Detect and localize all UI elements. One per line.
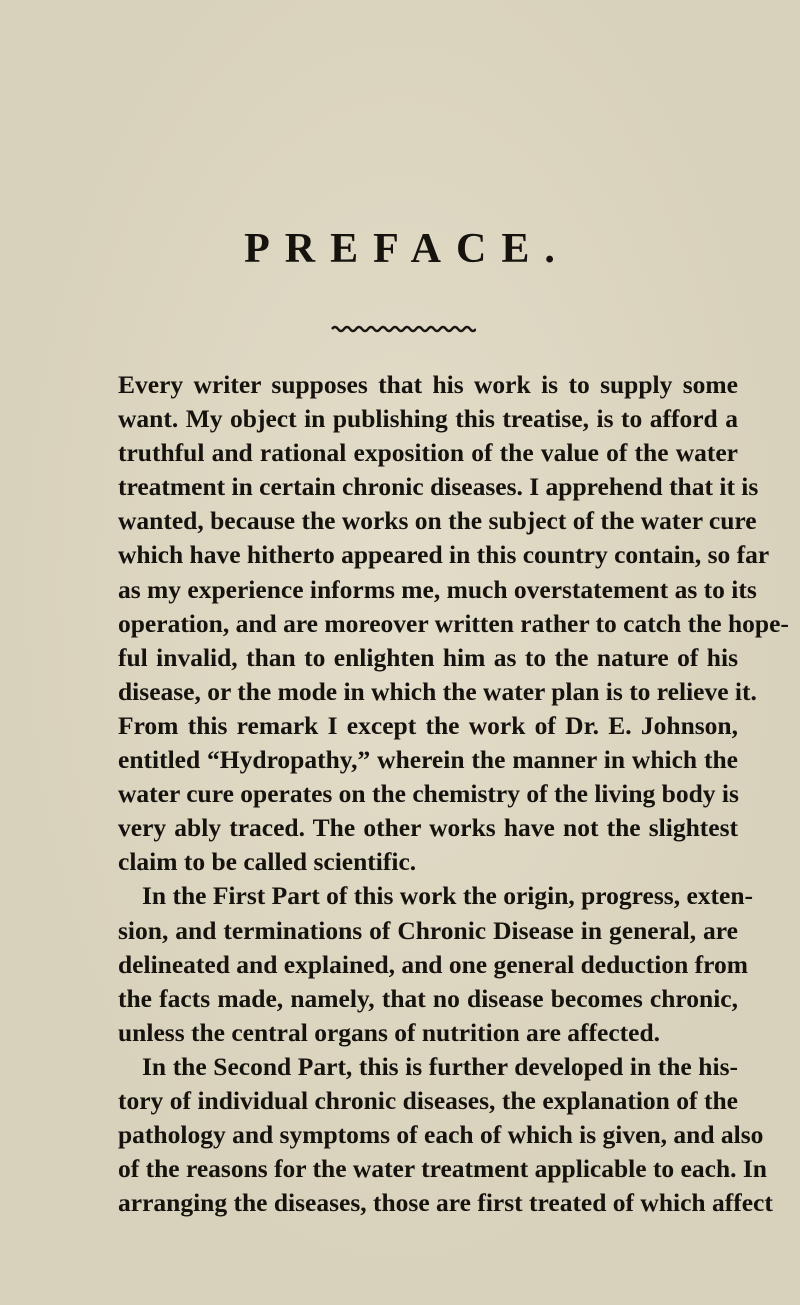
text-line: delineated and explained, and one general deduction from <box>118 949 748 979</box>
text-line: very ably traced. The other works have not the slightest <box>118 813 738 843</box>
text-line: claim to be called scientific. <box>118 847 417 877</box>
text-line: of the reasons for the water treatment applicable to each. In <box>118 1154 767 1184</box>
text-line: unless the central organs of nutrition are affected. <box>118 1017 661 1047</box>
text-line: ful invalid, than to enlighten him as to the nature of his <box>118 642 738 672</box>
text-line: truthful and rational exposition of the value of the water <box>118 438 738 468</box>
text-line: treatment in certain chronic diseases. I apprehend that it is <box>118 472 759 502</box>
preface-body <box>118 368 789 1220</box>
text-line: entitled “Hydropathy,” wherein the manner in which the <box>118 745 738 775</box>
text-line: sion, and terminations of Chronic Disease in general, are <box>118 915 738 945</box>
text-line: want. My object in publishing this treatise, is to afford a <box>118 404 738 434</box>
text-line: tory of individual chronic diseases, the explanation of the <box>118 1085 738 1115</box>
text-line: wanted, because the works on the subject of the water cure <box>118 506 757 536</box>
text-line: From this remark I except the work of Dr. E. Johnson, <box>118 710 738 740</box>
text-line: In the Second Part, this is further developed in the his- <box>142 1051 738 1081</box>
page-title: PREFACE. <box>244 226 570 272</box>
text-line: Every writer supposes that his work is to supply some <box>118 370 738 399</box>
text-line: as my experience informs me, much overstatement as to its <box>118 574 757 604</box>
text-line: arranging the diseases, those are first treated of which affect <box>118 1188 773 1218</box>
text-line: operation, and are moreover written rather to catch the hope- <box>118 608 789 638</box>
text-line: the facts made, namely, that no disease becomes chronic, <box>118 983 738 1013</box>
text-line: In the First Part of this work the origin, progress, exten- <box>142 881 753 911</box>
text-line: pathology and symptoms of each of which is given, and also <box>118 1120 764 1150</box>
text-line: which have hitherto appeared in this country contain, so far <box>118 540 770 570</box>
text-line: water cure operates on the chemistry of the living body is <box>118 779 739 809</box>
text-line: disease, or the mode in which the water plan is to relieve it. <box>118 676 757 706</box>
wavy-rule-ornament <box>330 324 476 334</box>
